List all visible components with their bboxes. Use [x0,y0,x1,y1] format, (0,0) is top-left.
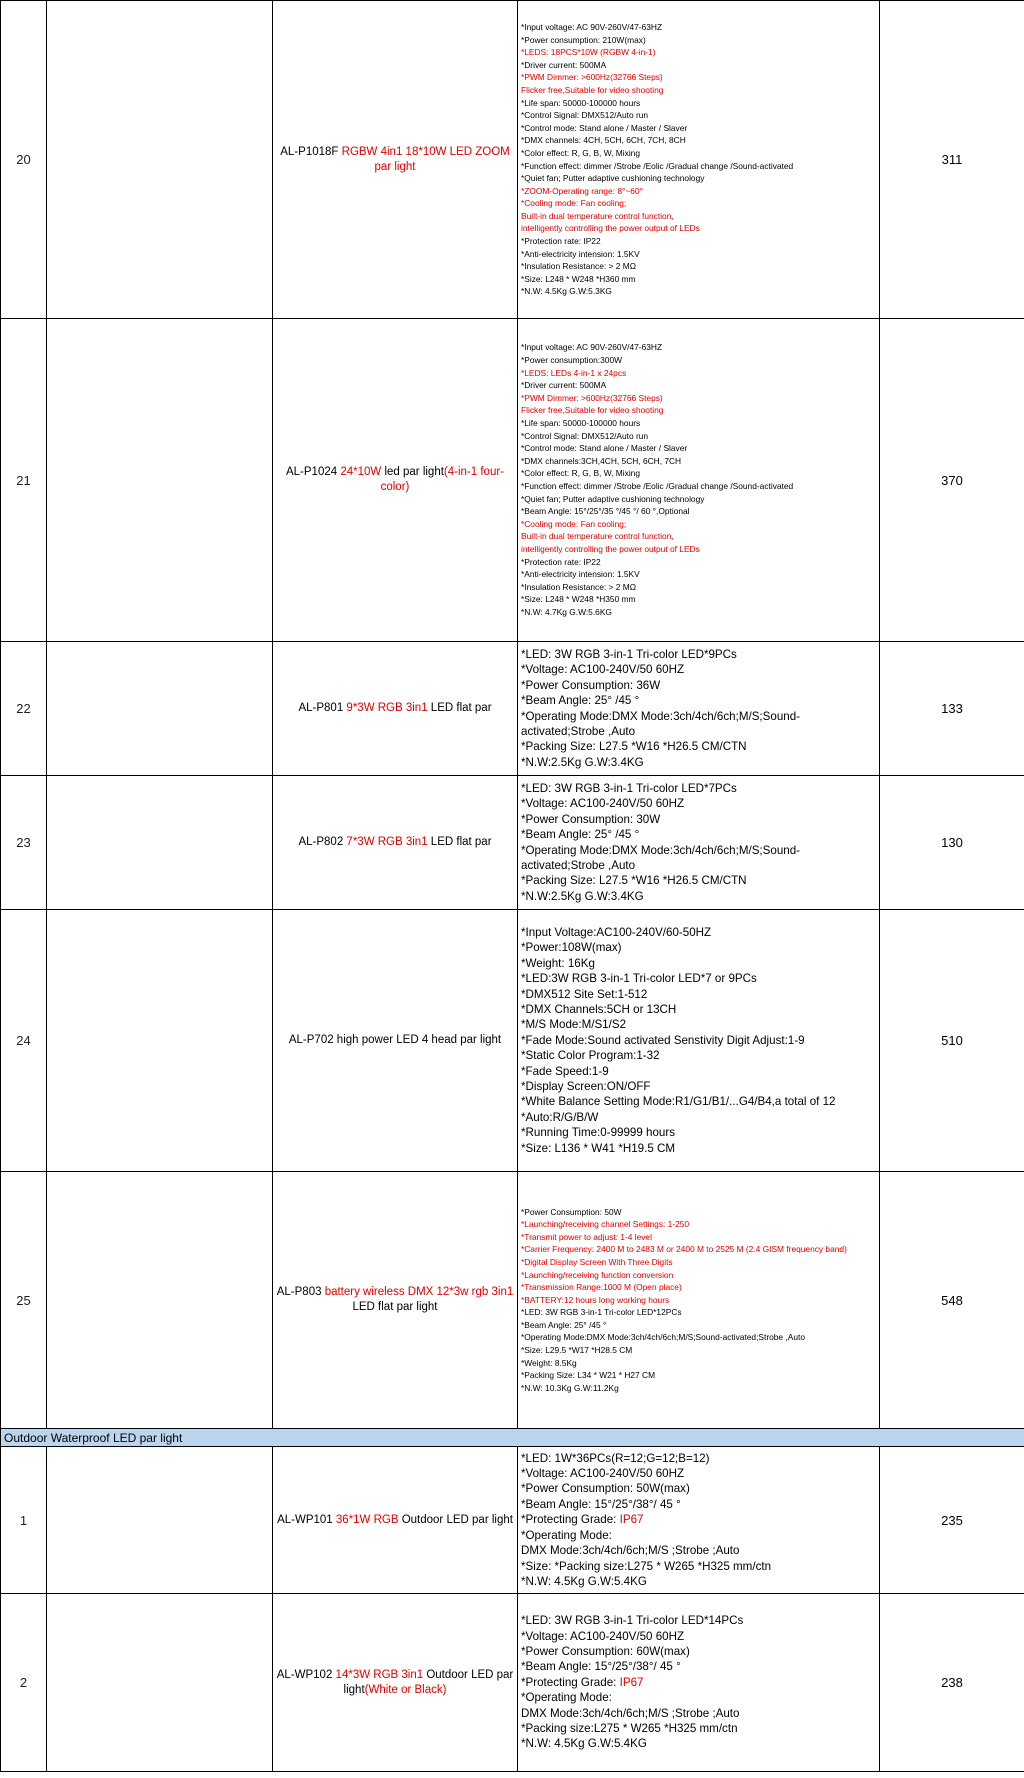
spec-line [521,1269,876,1282]
spec-text: *LED:3W RGB 3-in-1 Tri-color LED*7 or 9PCs [521,972,757,986]
spec-line [521,581,876,594]
spec-text: *Life span: 50000-100000 hours [521,418,641,429]
spec-text: *DMX Channels:5CH or 13CH [521,1002,677,1016]
spec-line [521,1125,876,1140]
spec-text: *Protecting Grade: [521,1675,620,1689]
table-row [1,319,1024,642]
spec-line [521,197,876,210]
spec-line [521,1017,876,1032]
spec-text: *Operating Mode:DMX Mode:3ch/4ch/6ch;M/S;Sound-activated;Strobe ,Auto [521,843,801,872]
spec-line [521,493,876,506]
spec-list [518,642,880,776]
spec-text: *Anti-electricity intension: 1.5KV [521,248,640,259]
spec-text: *LED: 3W RGB 3-in-1 Tri-color LED*14PCs [521,1614,744,1628]
spec-text: Flicker free,Suitable for video shooting [521,84,664,95]
price: 133 [880,642,1024,776]
price: 130 [880,776,1024,910]
spec-text: *Function effect: dimmer /Strobe /Eolic /Gradual change /Sound-activated [521,481,794,491]
spec-line [521,1243,876,1256]
spec-text: *Size: *Packing size:L275 * W265 *H325 mm/ctn [521,1559,772,1573]
spec-line [521,940,876,955]
spec-line [521,543,876,556]
spec-text: *Operating Mode: [521,1528,612,1542]
spec-line [521,1002,876,1017]
spec-text: *Beam Angle: 25° /45 ° [521,1319,607,1330]
item-number: 23 [1,776,47,910]
spec-line [521,755,876,770]
spec-line [521,1644,876,1659]
spec-line [521,59,876,72]
product-name [273,1447,518,1594]
spec-line [521,1256,876,1269]
spec-line [521,1629,876,1644]
spec-text: *Digital Display Screen With Three Digits [521,1256,673,1267]
spec-line [521,1206,876,1219]
spec-text: *Operating Mode:DMX Mode:3ch/4ch/6ch;M/S;Sound-activated;Strobe ,Auto [521,709,801,738]
spec-text: *Carrier Frequency: 2400 M to 2483 M or 2400 M to 2525 M (2.4 GISM frequency band) [521,1244,847,1255]
spec-text: *Insulation Resistance: > 2 MΩ [521,581,636,592]
model-code: AL-P702 high power LED 4 head par light [288,1034,502,1046]
spec-list [518,1,880,319]
spec-line [521,1048,876,1063]
spec-text: *Protection rate: IP22 [521,556,601,567]
model-code: AL-P1018F [280,145,342,158]
spec-line [521,796,876,811]
spec-text: *Beam Angle: 25° /45 ° [521,694,640,708]
spec-text: *Packing Size: L27.5 *W16 *H26.5 CM/CTN [521,740,747,754]
spec-text: *Size: L248 * W248 *H350 mm [521,594,636,605]
spec-line [521,122,876,135]
spec-line [521,1382,876,1395]
spec-line [521,172,876,185]
spec-text: *Cooling mode: Fan cooling; [521,518,627,529]
spec-text: *Size: L136 * W41 *H19.5 CM [521,1141,676,1155]
spec-line [521,248,876,261]
spec-line [521,417,876,430]
spec-line [521,285,876,298]
spec-text: *Launching/receiving function conversion [521,1269,674,1280]
item-number: 21 [1,319,47,642]
spec-text: *DMX512 Site Set:1-512 [521,987,648,1001]
spec-line [521,1231,876,1244]
spec-text: *Packing size:L275 * W265 *H325 mm/ctn [521,1722,738,1736]
table-row [1,1447,1024,1594]
spec-line [521,662,876,677]
spec-text: DMX Mode:3ch/4ch/6ch;M/S ;Strobe ;Auto [521,1706,740,1720]
spec-line [521,505,876,518]
spec-text: *Color effect: R, G, B, W, Mixing [521,468,640,479]
spec-line [521,1466,876,1481]
spec-text: *Color effect: R, G, B, W, Mixing [521,147,640,158]
product-image-cell [47,776,273,910]
table-row [1,1172,1024,1429]
spec-list [518,319,880,642]
model-highlight: 24*10W [340,466,382,478]
spec-text: *N.W: 4.5Kg G.W:5.4KG [521,1737,647,1751]
spec-line [521,1319,876,1332]
spec-line [521,1294,876,1307]
spec-text: *DMX channels:3CH,4CH, 5CH, 6CH, 7CH [521,455,682,466]
model-code: AL-P1024 [285,466,341,478]
spec-line [521,1141,876,1156]
spec-line [521,354,876,367]
spec-line [521,987,876,1002]
spec-line [521,1079,876,1094]
spec-line [521,442,876,455]
spec-line [521,1528,876,1543]
spec-text: *Power Consumption: 36W [521,678,661,692]
price: 235 [880,1447,1024,1594]
spec-line [521,1675,876,1690]
spec-text: *DMX channels: 4CH, 5CH, 6CH, 7CH, 8CH [521,135,686,146]
model-highlight: 7*3W RGB 3in1 [346,836,428,848]
spec-text: *Power Consumption: 50W(max) [521,1482,690,1496]
spec-line [521,606,876,619]
price: 370 [880,319,1024,642]
spec-text: *Display Screen:ON/OFF [521,1080,651,1094]
spec-line [521,889,876,904]
spec-text: Flicker free,Suitable for video shooting [521,405,664,416]
spec-line [521,1344,876,1357]
spec-text: *Input Voltage:AC100-240V/60-50HZ [521,925,712,939]
spec-line [521,260,876,273]
spec-list [518,776,880,910]
spec-line [521,678,876,693]
spec-text: *Size: L29.5 *W17 *H28.5 CM [521,1345,633,1356]
spec-text: *N.W:2.5Kg G.W:3.4KG [521,755,644,769]
spec-line [521,1543,876,1558]
spec-text: *Life span: 50000-100000 hours [521,97,641,108]
spec-text: *Beam Angle: 15°/25°/38°/ 45 ° [521,1660,681,1674]
spec-line [521,147,876,160]
spec-text: *Quiet fan; Putter adaptive cushioning technology [521,493,705,504]
spec-text: *Fade Speed:1-9 [521,1064,609,1078]
spec-text: *Voltage: AC100-240V/50 60HZ [521,1467,685,1481]
product-image-cell [47,1594,273,1772]
product-image-cell [47,319,273,642]
product-name [273,910,518,1172]
spec-line [521,843,876,874]
spec-line [521,925,876,940]
spec-line [521,1331,876,1344]
spec-text: *Beam Angle: 15°/25°/35 °/45 °/ 60 °,Optional [521,506,690,517]
spec-text: *Power consumption: 210W(max) [521,34,646,45]
spec-text: *Driver current: 500MA [521,380,607,391]
spec-line [521,1721,876,1736]
spec-line [521,1559,876,1574]
spec-text: *Weight: 16Kg [521,956,595,970]
spec-line [521,693,876,708]
product-image-cell [47,1,273,319]
spec-text: Built-in dual temperature control function, [521,210,674,221]
spec-text: Built-in dual temperature control function, [521,531,674,542]
model-desc: LED flat par light [352,1301,438,1313]
spec-text: *ZOOM-Operating range: 8°~60° [521,185,643,196]
price: 510 [880,910,1024,1172]
spec-text: *LED: 1W*36PCs(R=12;G=12;B=12) [521,1451,710,1465]
spec-text: intelligently controlling the power output of LEDs [521,543,700,554]
spec-line [521,210,876,223]
spec-text: *Voltage: AC100-240V/50 60HZ [521,663,685,677]
spec-list [518,1172,880,1429]
spec-text: *LEDS: 18PCS*10W (RGBW 4-in-1) [521,47,656,58]
spec-text: *Weight: 8.5Kg [521,1357,577,1368]
model-highlight: battery wireless DMX 12*3w rgb 3in1 [324,1286,514,1298]
spec-line [521,1064,876,1079]
item-number: 20 [1,1,47,319]
spec-line [521,781,876,796]
model-desc: led par light [381,466,444,478]
spec-text: *LED: 3W RGB 3-in-1 Tri-color LED*7PCs [521,781,737,795]
item-number: 25 [1,1172,47,1429]
spec-text: *Packing Size: L27.5 *W16 *H26.5 CM/CTN [521,874,747,888]
spec-line [521,467,876,480]
spec-text: *Input voltage: AC 90V-260V/47-63HZ [521,342,663,353]
spec-text: *Insulation Resistance: > 2 MΩ [521,261,636,272]
spec-text: *Power Consumption: 60W(max) [521,1644,690,1658]
table-row [1,910,1024,1172]
model-code: AL-WP102 [276,1668,336,1681]
model-highlight: 14*3W RGB 3in1 [335,1668,424,1681]
spec-line [521,1706,876,1721]
model-desc: Outdoor LED par light [343,1668,514,1696]
spec-line [521,739,876,754]
spec-line [521,518,876,531]
spec-line [521,1094,876,1109]
spec-line [521,235,876,248]
spec-text: *Protecting Grade: [521,1513,620,1527]
spec-text: *Running Time:0-99999 hours [521,1126,676,1140]
spec-text: *Power consumption:300W [521,355,623,366]
spec-line [521,480,876,493]
spec-line [521,367,876,380]
spec-text: *Voltage: AC100-240V/50 60HZ [521,1629,685,1643]
spec-line [521,273,876,286]
spec-text: *Transmit power to adjust: 1-4 level [521,1231,652,1242]
spec-line [521,430,876,443]
spec-text: *Control mode: Stand alone / Master / Slaver [521,122,688,133]
spec-line [521,109,876,122]
spec-line [521,530,876,543]
spec-text: *Protection rate: IP22 [521,236,601,247]
spec-line [521,46,876,59]
spec-line [521,34,876,47]
spec-list [518,1447,880,1594]
spec-text: *LED: 3W RGB 3-in-1 Tri-color LED*9PCs [521,647,737,661]
spec-text: *Anti-electricity intension: 1.5KV [521,569,640,580]
spec-text: *PWM Dimmer: >600Hz(32766 Steps) [521,392,663,403]
spec-text: *Function effect: dimmer /Strobe /Eolic /Gradual change /Sound-activated [521,160,794,171]
model-highlight: 9*3W RGB 3in1 [346,702,428,714]
spec-text: *Launching/receiving channel Settings: 1-250 [521,1219,690,1230]
spec-line [521,379,876,392]
spec-line [521,341,876,354]
spec-text: *Power Consumption: 50W [521,1206,622,1217]
spec-text: *LEDS: LEDs 4-in-1 x 24pcs [521,367,627,378]
spec-line [521,1218,876,1231]
spec-text: *N.W: 10.3Kg G.W:11.2Kg [521,1382,619,1393]
spec-line [521,1033,876,1048]
spec-line [521,455,876,468]
spec-text: *N.W:2.5Kg G.W:3.4KG [521,889,644,903]
model-desc: LED flat par [427,702,492,714]
spec-highlight: IP67 [619,1675,644,1689]
spec-line [521,1481,876,1496]
item-number: 1 [1,1447,47,1594]
table-row [1,642,1024,776]
spec-highlight: IP67 [619,1513,644,1527]
spec-line [521,84,876,97]
product-name [273,776,518,910]
product-name [273,1594,518,1772]
model-highlight: RGBW 4in1 18*10W LED ZOOM par light [341,145,510,173]
model-variant: (White or Black) [364,1683,447,1696]
spec-line [521,21,876,34]
section-title: Outdoor Waterproof LED par light [1,1429,1024,1447]
spec-text: *N.W: 4.5Kg G.W:5.4KG [521,1574,647,1588]
spec-line [521,1281,876,1294]
spec-line [521,1613,876,1628]
model-highlight: 36*1W RGB [335,1513,399,1526]
spec-text: *Static Color Program:1-32 [521,1049,660,1063]
spec-line [521,1110,876,1125]
spec-text: *Quiet fan; Putter adaptive cushioning technology [521,173,705,184]
spec-text: *Power:108W(max) [521,941,622,955]
spec-text: *LED: 3W RGB 3-in-1 Tri-color LED*12PCs [521,1307,682,1318]
spec-line [521,1306,876,1319]
spec-list [518,1594,880,1772]
spec-line [521,647,876,662]
spec-line [521,827,876,842]
item-number: 24 [1,910,47,1172]
product-name [273,642,518,776]
spec-text: *Packing Size: L34 * W21 * H27 CM [521,1370,656,1381]
table-row [1,776,1024,910]
spec-line [521,185,876,198]
spec-line [521,556,876,569]
table-row [1,1594,1024,1772]
product-image-cell [47,642,273,776]
section-header [1,1429,1024,1447]
product-name [273,1,518,319]
spec-text: *Driver current: 500MA [521,59,607,70]
table-row [1,1,1024,319]
spec-line [521,71,876,84]
spec-text: *Operating Mode: [521,1691,612,1705]
spec-text: *Transmission Range:1000 M (Open place) [521,1282,682,1293]
model-variant: (4-in-1 four-color) [380,466,504,493]
spec-text: *N.W: 4.5Kg G.W:5.3KG [521,286,612,297]
spec-text: *Size: L248 * W248 *H360 mm [521,273,636,284]
spec-line [521,160,876,173]
spec-line [521,404,876,417]
spec-line [521,1512,876,1527]
spec-line [521,134,876,147]
spec-text: *Input voltage: AC 90V-260V/47-63HZ [521,21,663,32]
spec-line [521,971,876,986]
spec-line [521,1659,876,1674]
spec-text: *BATTERY:12 hours long working hours [521,1294,670,1305]
spec-line [521,873,876,888]
spec-text: *Control Signal: DMX512/Auto run [521,110,649,121]
product-image-cell [47,1447,273,1594]
spec-line [521,1451,876,1466]
spec-line [521,812,876,827]
spec-line [521,1736,876,1751]
spec-text: *Auto:R/G/B/W [521,1110,599,1124]
spec-text: *N.W: 4.7Kg G.W:5.6KG [521,606,612,617]
product-image-cell [47,910,273,1172]
spec-text: *Beam Angle: 25° /45 ° [521,828,640,842]
product-image-cell [47,1172,273,1429]
spec-text: *Cooling mode: Fan cooling; [521,198,627,209]
price: 548 [880,1172,1024,1429]
spec-line [521,1369,876,1382]
model-code: AL-WP101 [277,1513,336,1526]
spec-text: *Control Signal: DMX512/Auto run [521,430,649,441]
model-code: AL-P803 [276,1286,325,1298]
spec-text: *White Balance Setting Mode:R1/G1/B1/...G4/B4,a total of 12 [521,1095,836,1109]
spec-line [521,222,876,235]
product-name [273,1172,518,1429]
spec-line [521,956,876,971]
product-name [273,319,518,642]
model-code: AL-P801 [298,702,347,714]
price: 238 [880,1594,1024,1772]
spec-text: *Fade Mode:Sound activated Senstivity Digit Adjust:1-9 [521,1033,805,1047]
spec-line [521,97,876,110]
item-number: 22 [1,642,47,776]
model-desc: LED flat par [427,836,492,848]
spec-line [521,1690,876,1705]
spec-line [521,709,876,740]
spec-text: *M/S Mode:M/S1/S2 [521,1018,627,1032]
spec-text: *Voltage: AC100-240V/50 60HZ [521,797,685,811]
spec-text: *Power Consumption: 30W [521,812,661,826]
spec-line [521,1357,876,1370]
spec-line [521,1497,876,1512]
price: 311 [880,1,1024,319]
spec-text: *PWM Dimmer: >600Hz(32766 Steps) [521,72,663,83]
spec-text: *Operating Mode:DMX Mode:3ch/4ch/6ch;M/S;Sound-activated;Strobe ,Auto [521,1332,805,1343]
spec-list [518,910,880,1172]
spec-line [521,593,876,606]
spec-text: *Control mode: Stand alone / Master / Slaver [521,443,688,454]
spec-line [521,568,876,581]
item-number: 2 [1,1594,47,1772]
spec-text: intelligently controlling the power output of LEDs [521,223,700,234]
spec-line [521,1574,876,1589]
model-code: AL-P802 [298,836,347,848]
spec-line [521,392,876,405]
spec-text: *Beam Angle: 15°/25°/38°/ 45 ° [521,1497,681,1511]
spec-text: DMX Mode:3ch/4ch/6ch;M/S ;Strobe ;Auto [521,1544,740,1558]
model-desc: Outdoor LED par light [398,1513,513,1526]
